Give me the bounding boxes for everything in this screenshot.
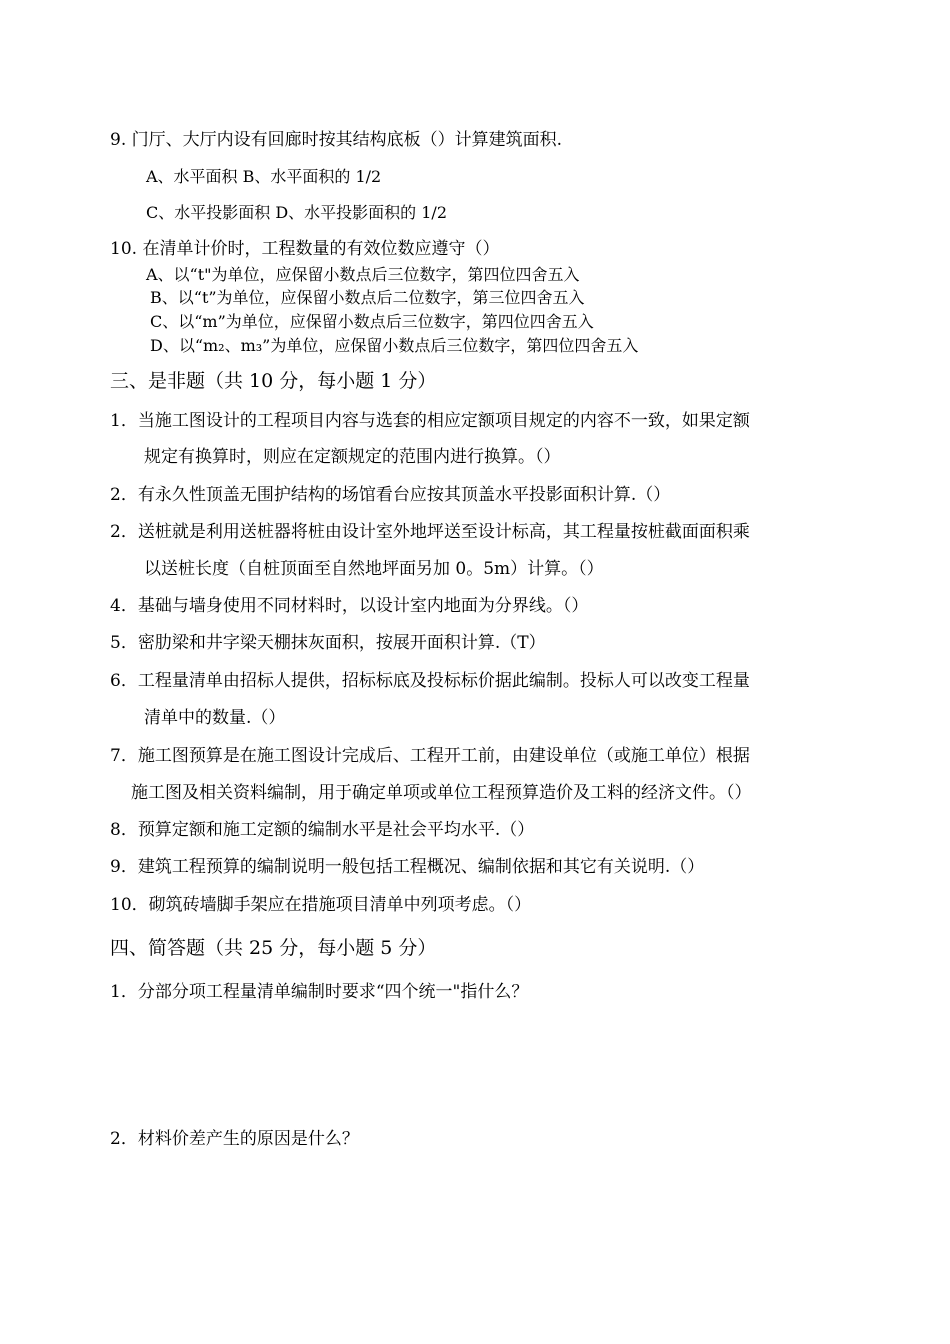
tf-item-2: 2．有永久性顶盖无围护结构的场馆看台应按其顶盖水平投影面积计算.（） (110, 485, 671, 505)
section-4-title: 四、简答题（共 25 分，每小题 5 分） (110, 937, 437, 959)
question-9-options-cd: C、水平投影面积 D、水平投影面积的 1/2 (146, 203, 447, 222)
question-9-options-ab: A、水平面积 B、水平面积的 1/2 (146, 167, 382, 186)
question-10-option-a: A、以“t"为单位，应保留小数点后三位数字，第四位四舍五入 (146, 265, 580, 284)
question-10-option-c: C、以“m”为单位，应保留小数点后三位数字，第四位四舍五入 (150, 312, 594, 331)
tf-item-7-line-1: 7．施工图预算是在施工图设计完成后、工程开工前，由建设单位（或施工单位）根据 (110, 746, 750, 766)
question-10-option-d: D、以“m₂、m₃”为单位，应保留小数点后三位数字，第四位四舍五入 (150, 336, 639, 355)
question-9-stem: 9. 门厅、大厅内设有回廊时按其结构底板（）计算建筑面积. (110, 130, 563, 150)
question-10-stem: 10. 在清单计价时，工程数量的有效位数应遵守（） (110, 239, 500, 259)
short-answer-2: 2．材料价差产生的原因是什么？ (110, 1129, 359, 1149)
tf-item-3-line-1: 2．送桩就是利用送桩器将桩由设计室外地坪送至设计标高，其工程量按桩截面面积乘 (110, 522, 750, 542)
tf-item-8: 8．预算定额和施工定额的编制水平是社会平均水平.（） (110, 820, 535, 840)
tf-item-6-line-1: 6．工程量清单由招标人提供，招标标底及投标标价据此编制。投标人可以改变工程量 (110, 671, 750, 691)
question-10-option-b: B、以“t”为单位，应保留小数点后二位数字，第三位四舍五入 (150, 288, 585, 307)
tf-item-3-line-2: 以送桩长度（自桩顶面至自然地坪面另加 0。5m）计算。（） (144, 559, 604, 579)
tf-item-10: 10．砌筑砖墙脚手架应在措施项目清单中列项考虑。（） (110, 895, 532, 915)
tf-item-5: 5．密肋梁和井字梁天棚抹灰面积，按展开面积计算.（T） (110, 633, 546, 653)
tf-item-6-line-2: 清单中的数量.（） (144, 708, 286, 728)
tf-item-1-line-2: 规定有换算时，则应在定额规定的范围内进行换算。（） (144, 447, 561, 467)
tf-item-9: 9．建筑工程预算的编制说明一般包括工程概况、编制依据和其它有关说明.（） (110, 857, 705, 877)
tf-item-1-line-1: 1．当施工图设计的工程项目内容与选套的相应定额项目规定的内容不一致，如果定额 (110, 411, 750, 431)
tf-item-7-line-2: 施工图及相关资料编制，用于确定单项或单位工程预算造价及工料的经济文件。（） (131, 783, 752, 803)
tf-item-4: 4．基础与墙身使用不同材料时，以设计室内地面为分界线。（） (110, 596, 589, 616)
section-3-title: 三、是非题（共 10 分，每小题 1 分） (110, 370, 437, 392)
short-answer-1: 1．分部分项工程量清单编制时要求“四个统一"指什么？ (110, 982, 529, 1002)
